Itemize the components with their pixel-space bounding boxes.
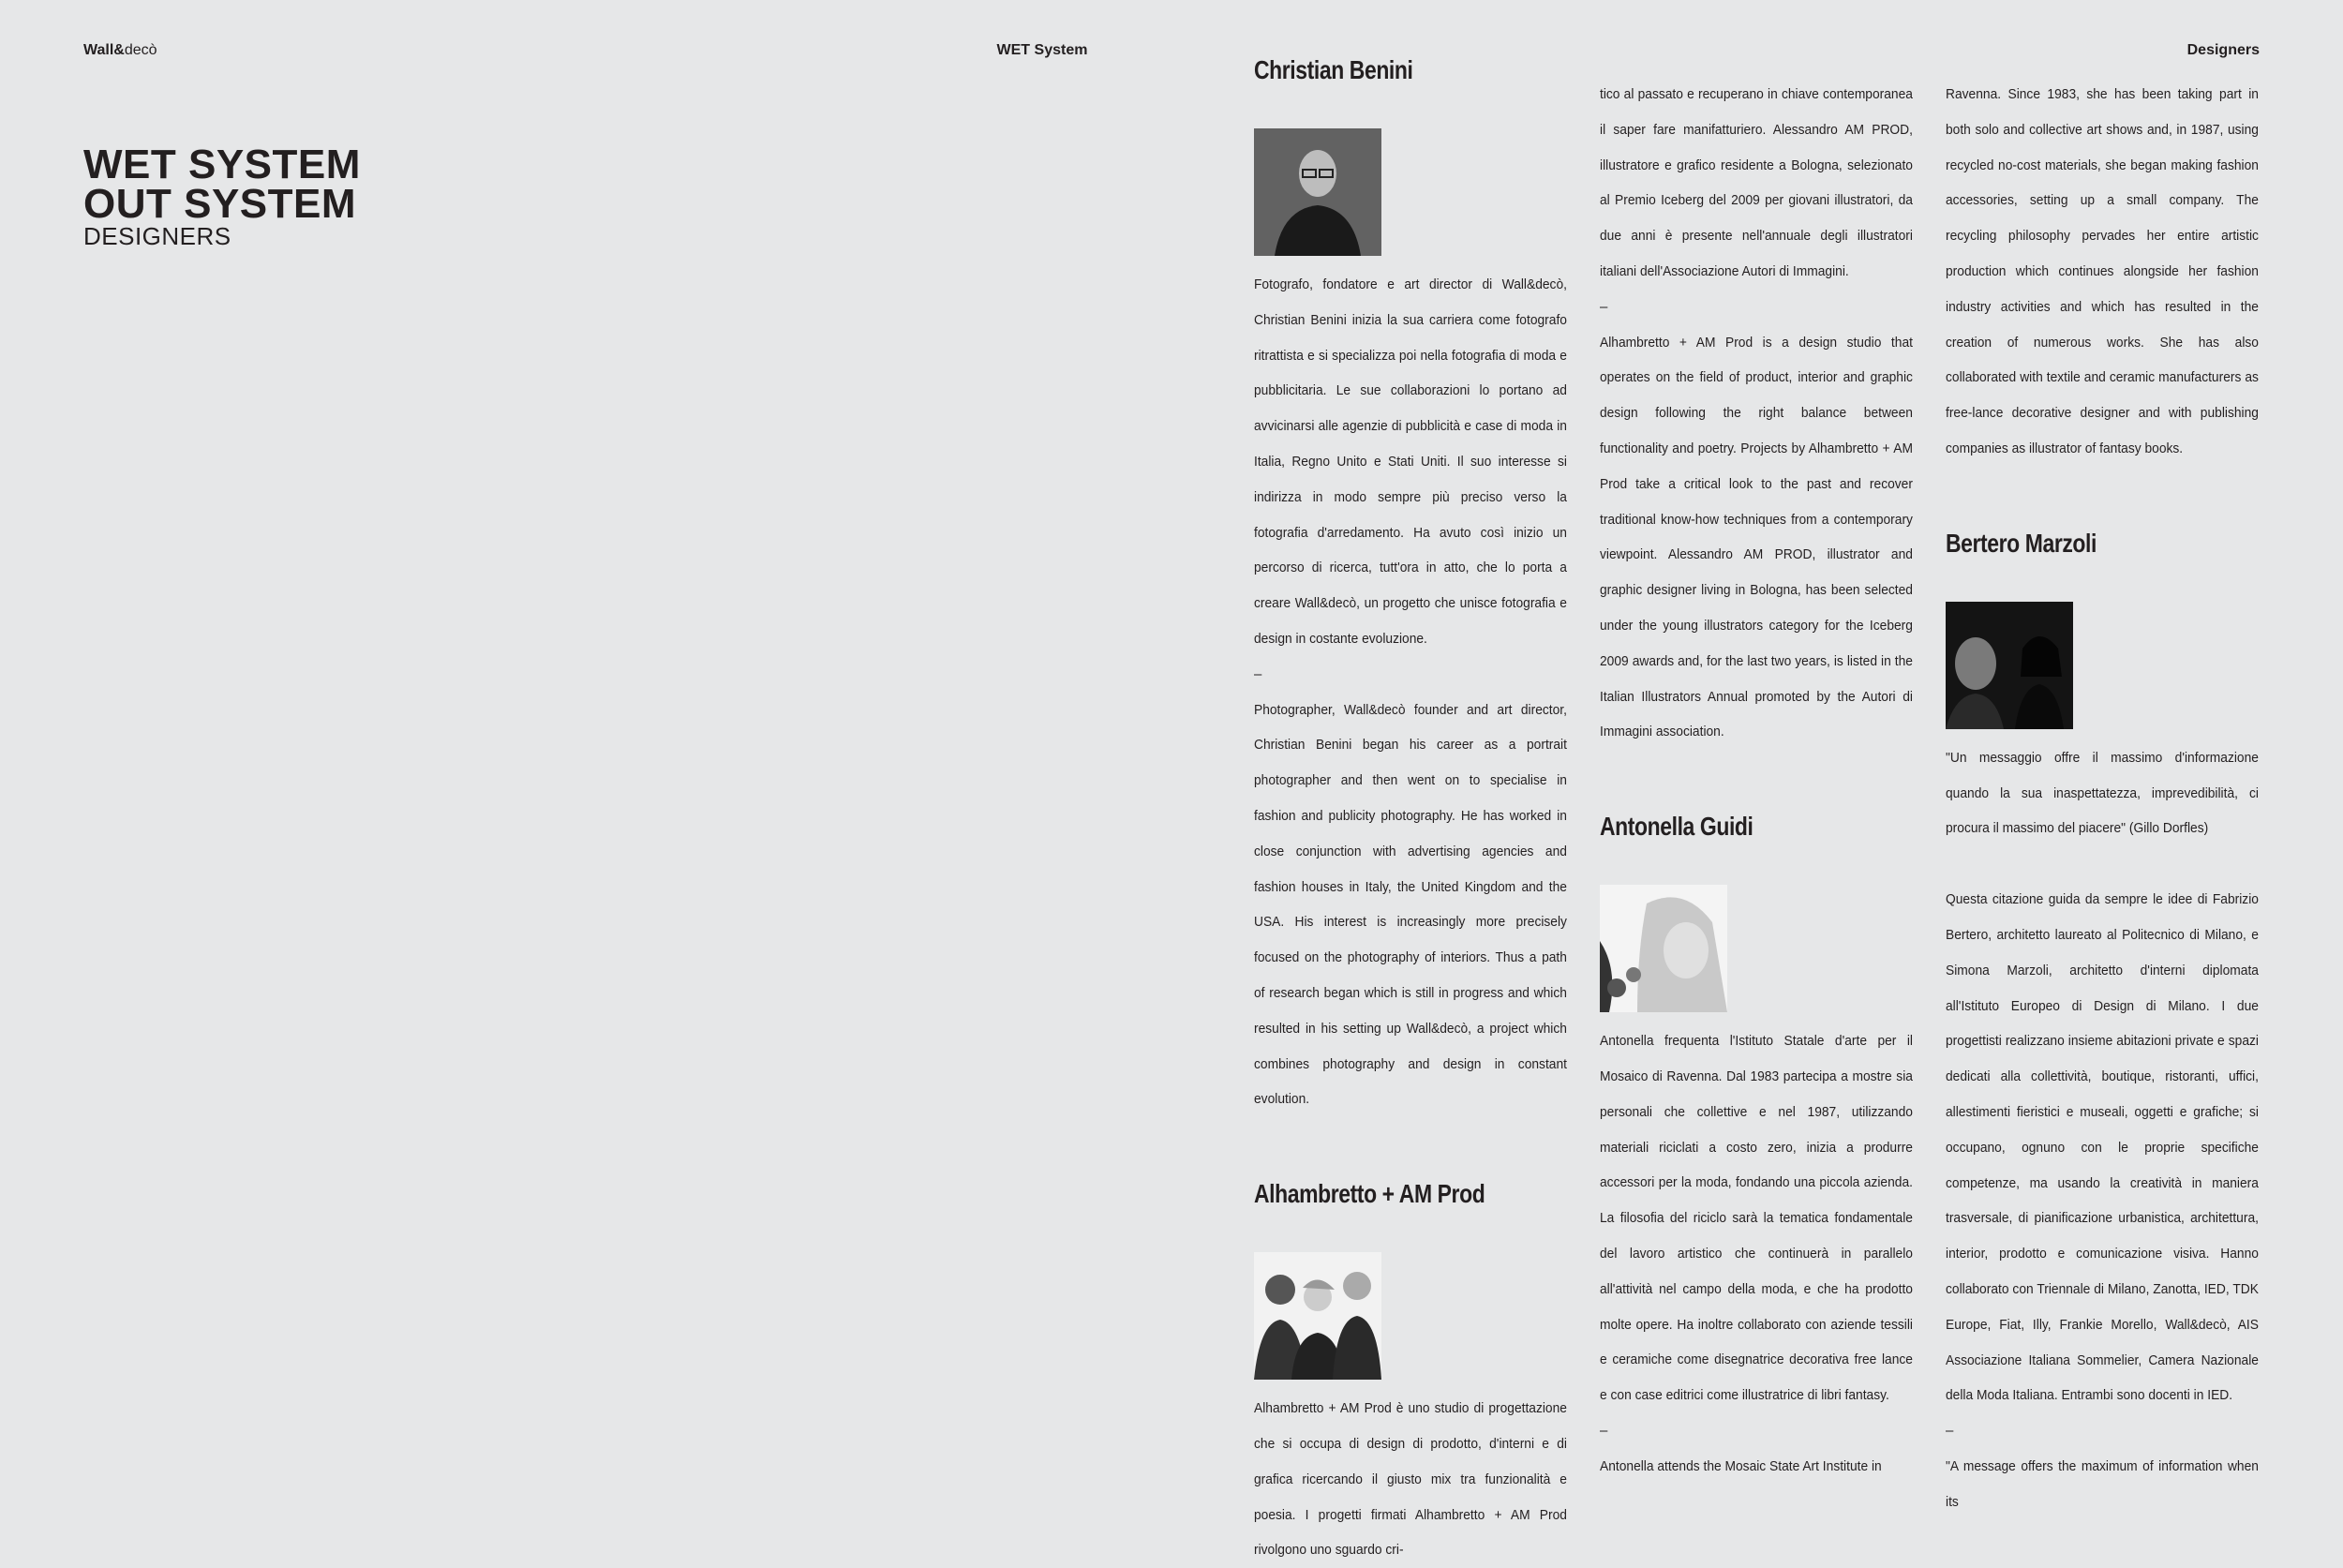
bio-benini-en: Photographer, Wall&decò founder and art director, Christian Benini began his career as a portrait photographer and then went on to specialise in fashion and publicity photography. He has worked in close conjunction with advertising agencies and fashion houses in Italy, the United Kingdom and the USA. His interest is increasingly more precisely focused on the photography of interiors. Thus a path of research began which is still in progress and which resulted in his setting up Wall&decò, a project which combines photography and design in constant evolution. — [1254, 701, 1567, 1108]
dash-separator: – — [1600, 298, 1608, 315]
designer-name-guidi: Antonella Guidi — [1600, 812, 1754, 842]
column-2 — [1600, 77, 1913, 1485]
title-line-2: OUT SYSTEM — [83, 181, 357, 227]
portrait-bertero — [1946, 602, 2073, 729]
bio-bertero-it: Questa citazione guida da sempre le idee di Fabrizio Bertero, architetto laureato al Politecnico di Milano, e Simona Marzoli, architetto d'interni diplomata all'Istituto Europeo di Design di Milano. I due progettisti realizzano insieme abitazioni private e spazi dedicati alla collettività, boutique, ristoranti, uffici, allestimenti fieristici e museali, oggetti e grafiche; si occupano, ognuno con le proprie specifiche competenze, ma usando la creatività in maniera trasversale, di pianificazione urbanistica, architettura, interior, prodotto e comunicazione visiva. Hanno collaborato con Triennale di Milano, Zanotta, IED, TDK Europe, Fiat, Illy, Frankie Morello, Wall&decò, AIS Associazione Italiana Sommelier, Camera Nazionale della Moda Italiana. Entrambi sono docenti in IED. — [1946, 891, 2259, 1404]
bio-guidi-it: Antonella frequenta l'Istituto Statale d'arte per il Mosaico di Ravenna. Dal 1983 partecipa a mostre sia personali che collettive e nel 1987, utilizzando materiali riciclati a costo zero, inizia a produrre accessori per la moda, fondando una piccola azienda. La filosofia del riciclo sarà la tematica fondamentale del lavoro artistico che continuerà in parallelo all'attività nel campo della moda, e che ha prodotto molte opere. Ha inoltre collaborato con aziende tessili e ceramiche come disegnatrice decorativa free lance e con case editrici come illustratrice di libri fantasy. — [1600, 1033, 1913, 1404]
dash-separator: – — [1600, 1422, 1608, 1439]
portrait-guidi — [1600, 885, 1727, 1012]
bio-benini-it: Fotografo, fondatore e art director di Wall&decò, Christian Benini inizia la sua carriera come fotografo ritrattista e si specializza poi nella fotografia di moda e pubblicitaria. Le sue collaborazioni lo portano ad avvicinarsi alle agenzie di pubblicità e case di moda in Italia, Regno Unito e Stati Uniti. Il suo interesse si indirizza in modo sempre più preciso verso la fotografia d'arredamento. Ha avuto così inizio un percorso di ricerca, tutt'ora in atto, che lo porta a creare Wall&decò, un progetto che unisce fotografia e design in costante evoluzione. — [1254, 276, 1567, 647]
bio-guidi-en-start: Antonella attends the Mosaic State Art Institute in — [1600, 1457, 1882, 1474]
brand-bold: Wall& — [83, 42, 125, 58]
portrait-alhambretto — [1254, 1252, 1381, 1380]
brand-rest: decò — [124, 42, 157, 58]
title-block — [83, 142, 361, 250]
portrait-benini — [1254, 128, 1381, 256]
bio-bertero-en-start: "A message offers the maximum of information when its — [1946, 1457, 2259, 1510]
bio-guidi-en-cont: Ravenna. Since 1983, she has been taking part in both solo and collective art shows and, in 1987, using recycled no-cost materials, she began making fashion accessories, setting up a small company. The recycling philosophy pervades her entire artistic production which continues alongside her fashion industry activities and which has resulted in the creation of numerous works. She has also collaborated with textile and ceramic manufacturers as free-lance decorative designer and with publishing companies as illustrator of fantasy books. — [1946, 86, 2259, 456]
bio-alhambretto-it-cont: tico al passato e recuperano in chiave contemporanea il saper fare manifatturiero. Alessandro AM PROD, illustratore e grafico residente a Bologna, selezionato al Premio Iceberg del 2009 per giovani illustratori, da due anni è presente nell'annuale degli illustratori italiani dell'Associazione Autori di Immagini. — [1600, 86, 1913, 279]
dash-separator: – — [1946, 1423, 1954, 1440]
column-1 — [1254, 52, 1567, 1568]
designer-name-benini: Christian Benini — [1254, 55, 1413, 84]
dash-separator: – — [1254, 665, 1262, 682]
quote-bertero: "Un messaggio offre il massimo d'informazione quando la sua inaspettatezza, imprevedibilità, ci procura il massimo del piacere" (Gillo Dorfles) — [1946, 749, 2259, 837]
designer-name-bertero: Bertero Marzoli — [1946, 528, 2097, 558]
designers-header: Designers — [2186, 42, 2260, 58]
title-subtitle: DESIGNERS — [83, 222, 231, 250]
bio-alhambretto-it-start: Alhambretto + AM Prod è uno studio di progettazione che si occupa di design di prodotto, d'interni e di grafica ricercando il giusto mix tra funzionalità e poesia. I progetti firmati Alhambretto + AM Prod rivolgono uno sguardo cri- — [1254, 1400, 1567, 1559]
title-line-1: WET SYSTEM — [83, 142, 361, 187]
column-3 — [1946, 77, 2259, 1520]
section-title: WET System — [996, 42, 1088, 58]
bio-alhambretto-en: Alhambretto + AM Prod is a design studio that operates on the field of product, interior and graphic design following the right balance between functionality and poetry. Projects by Alhambretto + AM Prod take a critical look to the past and recover traditional know-how techniques from a contemporary viewpoint. Alessandro AM PROD, illustrator and graphic designer living in Bologna, has been selected under the young illustrators category for the Iceberg 2009 awards and, for the last two years, is listed in the Italian Illustrators Annual promoted by the Autori di Immagini association. — [1600, 334, 1913, 740]
designer-name-alhambretto: Alhambretto + AM Prod — [1254, 1179, 1485, 1209]
